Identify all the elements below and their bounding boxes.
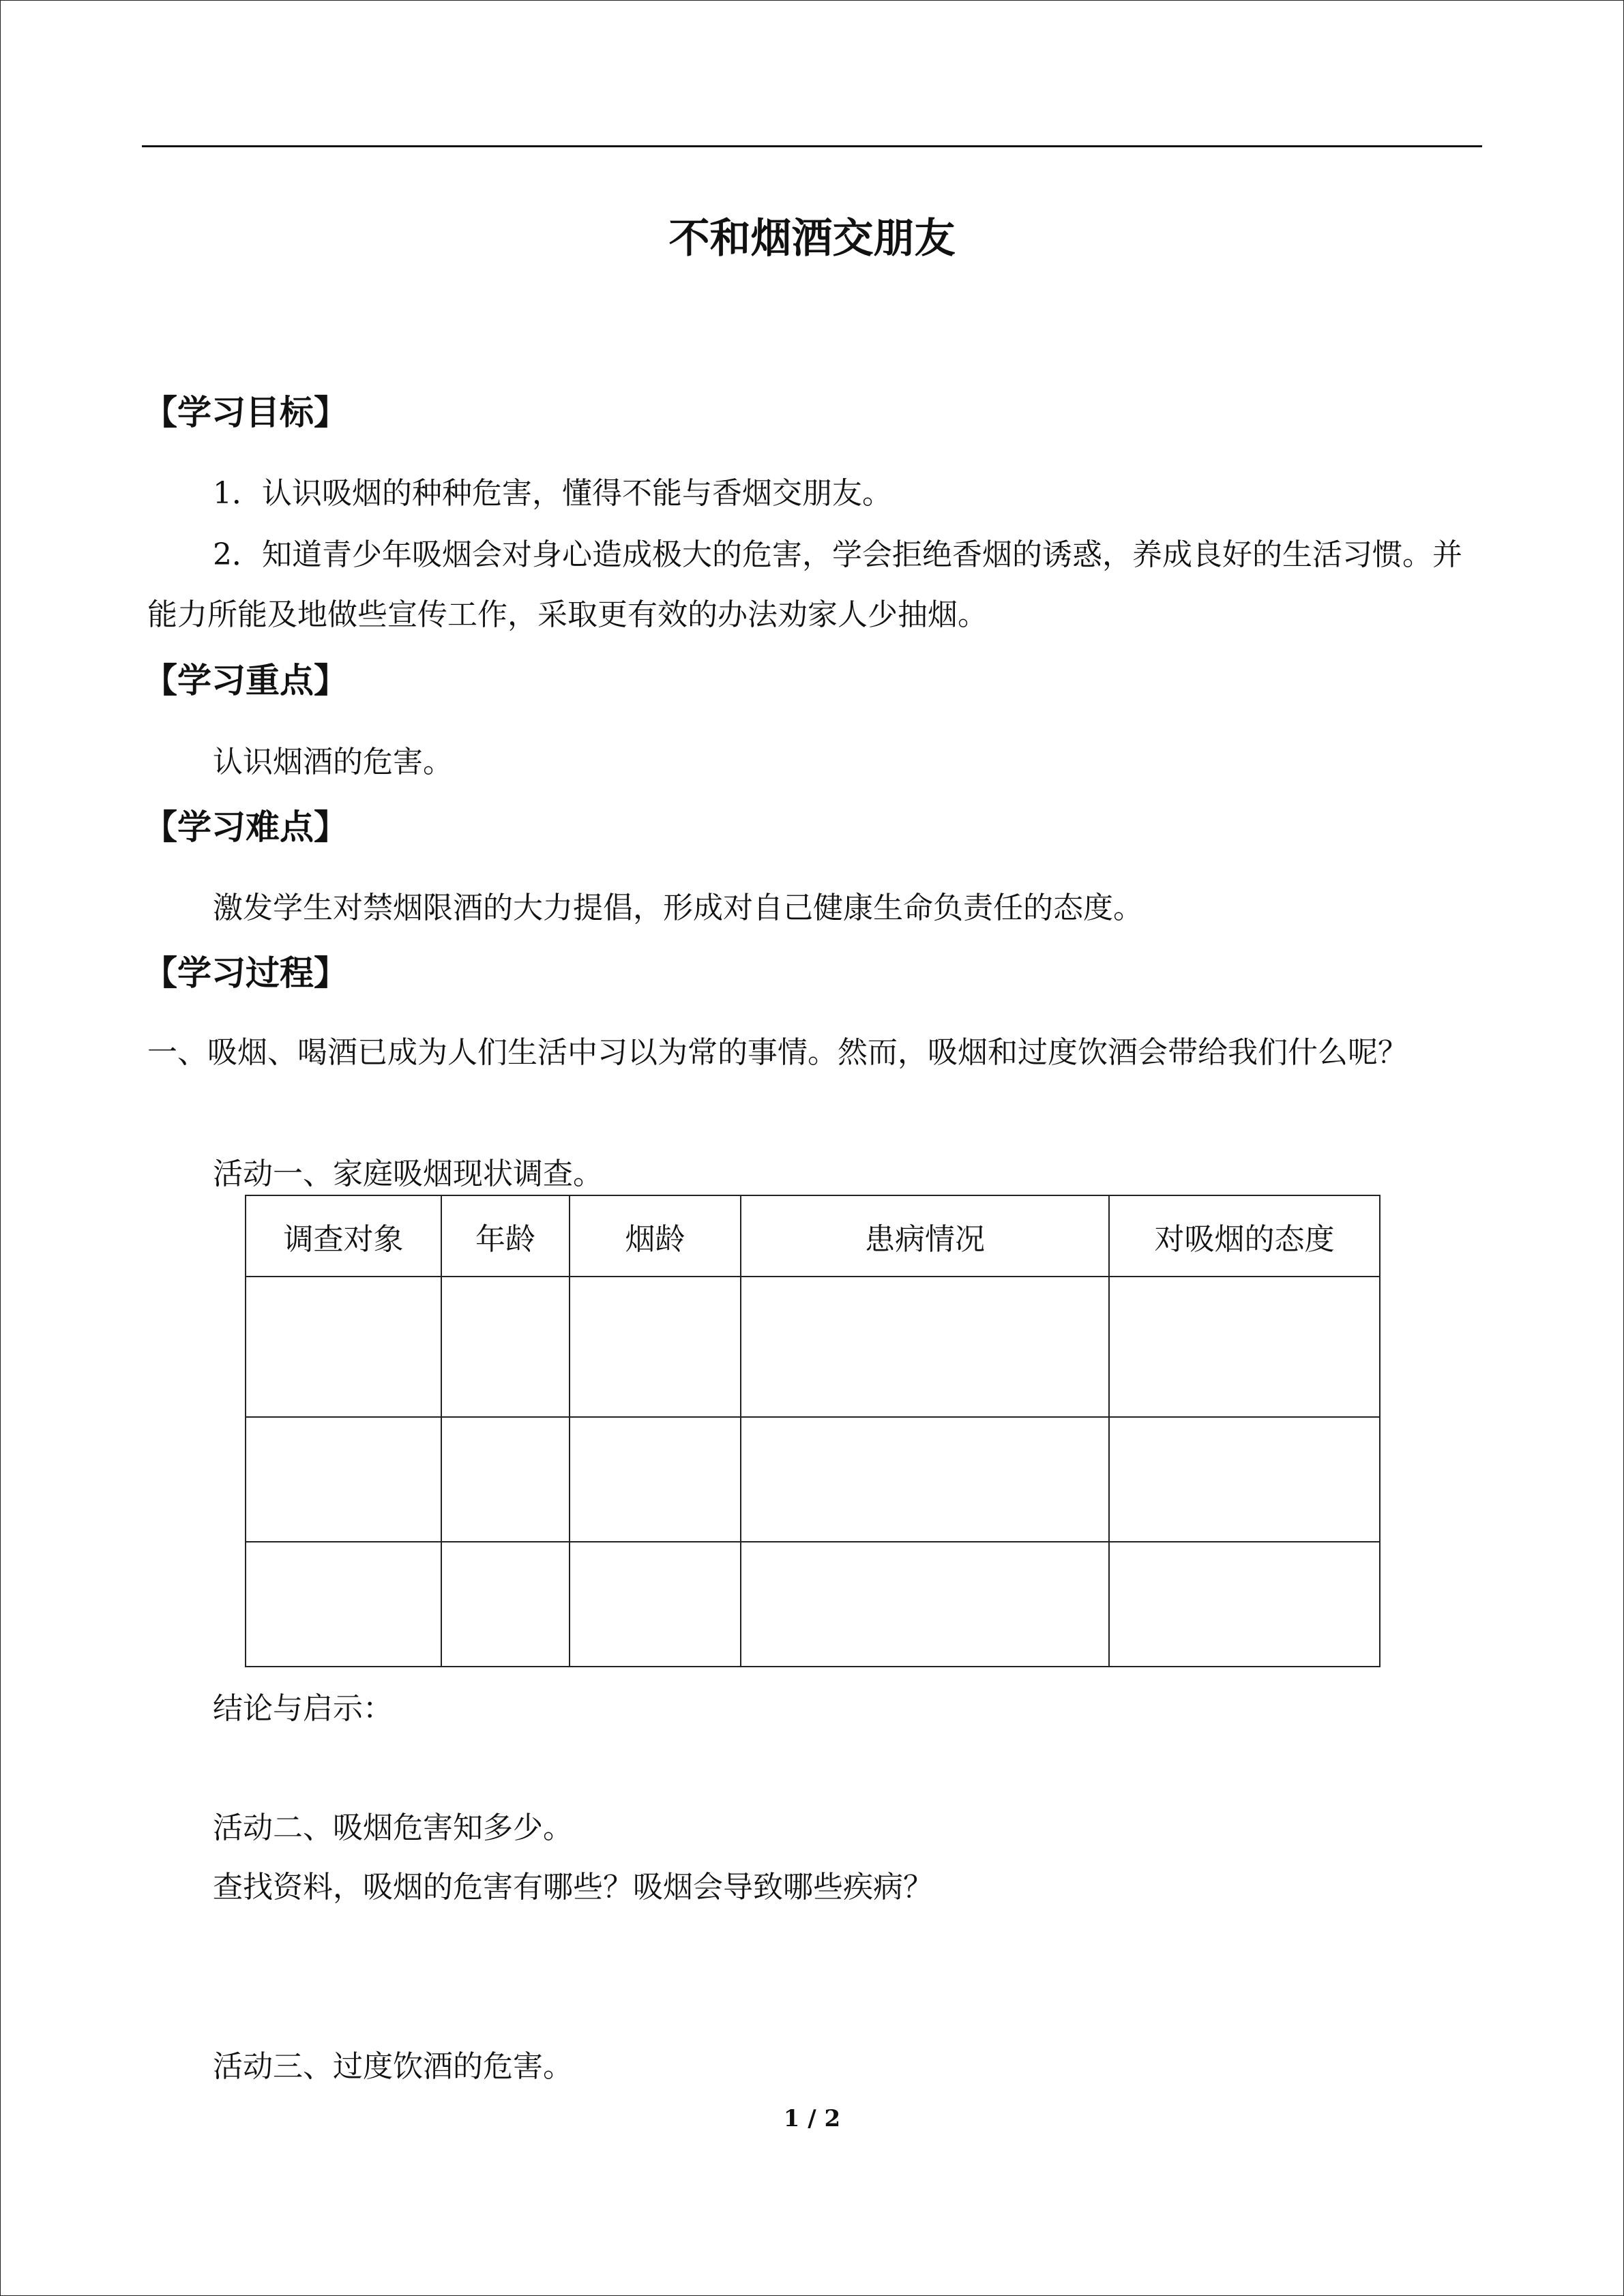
objective-item-2: 2．知道青少年吸烟会对身心造成极大的危害，学会拒绝香烟的诱惑，养成良好的生活习惯。并能力所能及地做些宣传工作，采取更有效的办法劝家人少抽烟。 (147, 537, 1462, 632)
table-cell (441, 1277, 570, 1417)
header-cell: 对吸烟的态度 (1109, 1195, 1380, 1277)
table-cell (570, 1542, 741, 1667)
table-header-row (246, 1195, 1380, 1277)
table-cell (570, 1417, 741, 1542)
header-cell: 年龄 (441, 1195, 570, 1277)
survey-table (245, 1195, 1381, 1667)
table-row (246, 1277, 1380, 1417)
table-cell (1109, 1542, 1380, 1667)
heading-key-points: 【学习重点】 (143, 661, 348, 700)
key-points-text: 认识烟酒的危害。 (213, 745, 453, 779)
activity-2-label: 活动二、吸烟危害知多少。 (213, 1810, 573, 1845)
header-cell: 烟龄 (570, 1195, 741, 1277)
heading-difficulties: 【学习难点】 (143, 807, 348, 847)
table-cell (441, 1417, 570, 1542)
process-intro: 一、吸烟、喝酒已成为人们生活中习以为常的事情。然而，吸烟和过度饮酒会带给我们什么呢？ (147, 1035, 1408, 1070)
table-cell (570, 1277, 741, 1417)
table-row (246, 1417, 1380, 1542)
activity-3-label: 活动三、过度饮酒的危害。 (213, 2049, 573, 2084)
heading-objectives: 【学习目标】 (143, 393, 348, 432)
header-cell: 调查对象 (246, 1195, 441, 1277)
table-cell (741, 1542, 1109, 1667)
difficulties-text: 激发学生对禁烟限酒的大力提倡，形成对自己健康生命负责任的态度。 (213, 891, 1143, 925)
page-number: 1 / 2 (783, 2105, 841, 2132)
activity-1-label: 活动一、家庭吸烟现状调查。 (213, 1157, 603, 1191)
table-cell (441, 1542, 570, 1667)
conclusion-label: 结论与启示： (213, 1691, 393, 1726)
table-cell (246, 1417, 441, 1542)
header-cell: 患病情况 (741, 1195, 1109, 1277)
table-cell (741, 1277, 1109, 1417)
table-cell (246, 1277, 441, 1417)
table-cell (741, 1417, 1109, 1542)
table-cell (1109, 1417, 1380, 1542)
activity-2-question: 查找资料，吸烟的危害有哪些？吸烟会导致哪些疾病？ (213, 1870, 933, 1905)
table-cell (1109, 1277, 1380, 1417)
document-title: 不和烟酒交朋友 (668, 215, 956, 263)
header-rule (142, 145, 1482, 147)
objective-item-1: 1．认识吸烟的种种危害，懂得不能与香烟交朋友。 (213, 476, 892, 511)
table-cell (246, 1542, 441, 1667)
heading-process: 【学习过程】 (143, 953, 348, 993)
table-row (246, 1542, 1380, 1667)
